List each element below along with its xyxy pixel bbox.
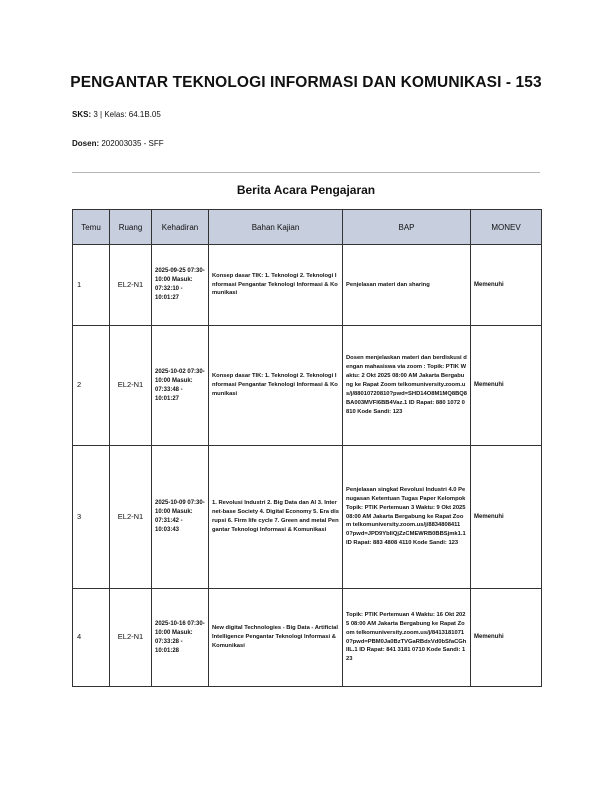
cell-ruang: EL2-N1 [110, 589, 152, 687]
sks-info [72, 110, 161, 119]
cell-bap: Penjelasan materi dan sharing [343, 245, 471, 326]
table-row [73, 326, 542, 446]
cell-temu: 3 [73, 446, 110, 589]
col-header-bahan-kajian: Bahan Kajian [209, 210, 343, 245]
cell-bahan-kajian: 1. Revolusi Industri 2. Big Data dan AI 3. Internet-base Society 4. Digital Economy 5. Era disrupsi 6. Firm life cycle 7. Green and metal Pengantar Teknologi Informasi & Komunikasi [209, 446, 343, 589]
cell-bahan-kajian: Konsep dasar TIK: 1. Teknologi 2. Teknologi Informasi Pengantar Teknologi Informasi & Komunikasi [209, 326, 343, 446]
dosen-info [72, 139, 164, 148]
cell-kehadiran: 2025-10-16 07:30-10:00 Masuk: 07:33:28 - 10:01:28 [152, 589, 209, 687]
cell-bahan-kajian: New digital Technologies - Big Data - Artificial Intelligence Pengantar Teknologi Informasi & Komunikasi [209, 589, 343, 687]
cell-monev: Memenuhi [471, 446, 542, 589]
divider [72, 172, 540, 173]
cell-ruang: EL2-N1 [110, 326, 152, 446]
table-row [73, 245, 542, 326]
cell-temu: 4 [73, 589, 110, 687]
cell-ruang: EL2-N1 [110, 446, 152, 589]
cell-bap: Dosen menjelaskan materi dan berdiskusi dengan mahasiswa via zoom : Topik: PTIK Waktu: 2 Okt 2025 08:00 AM Jakarta Bergabung ke Rapat Zoom telkomuniversity.zoom.us/j/88010720810?pwd=SHD14O8M1MQ8BQ8BA003MVFI6BB4Vaz.1 ID Rapat: 880 1072 0810 Kode Sandi: 123 [343, 326, 471, 446]
sks-value: 3 | Kelas: 64.1B.05 [93, 110, 161, 119]
col-header-kehadiran: Kehadiran [152, 210, 209, 245]
cell-temu: 2 [73, 326, 110, 446]
cell-kehadiran: 2025-10-02 07:30-10:00 Masuk: 07:33:48 - 10:01:27 [152, 326, 209, 446]
sks-label: SKS: [72, 110, 92, 119]
table-row [73, 589, 542, 687]
table-row [73, 446, 542, 589]
cell-bap: Topik: PTIK Pertemuan 4 Waktu: 16 Okt 2025 08:00 AM Jakarta Bergabung ke Rapat Zoom telkomuniversity.zoom.us/j/84131810710?pwd=PBM0Ja0BzTVGaRBdxVd0bSfaCGhIIL.1 ID Rapat: 841 3181 0710 Kode Sandi: 123 [343, 589, 471, 687]
page-title: PENGANTAR TEKNOLOGI INFORMASI DAN KOMUNIKASI - 153 [70, 74, 542, 91]
col-header-ruang: Ruang [110, 210, 152, 245]
cell-bap: Penjelasan singkat Revolusi Industri 4.0 Penugasan Ketentuan Tugas Paper Kelompok Topik: PTIK Pertemuan 3 Waktu: 9 Okt 2025 08:00 AM Jakarta Bergabung ke Rapat Zoom telkomuniversity.zoom.us/j/88348084110?pwd=JPD9YbIlQjZzCMEWRB0BBSjmk1.1 ID Rapat: 883 4808 4110 Kode Sandi: 123 [343, 446, 471, 589]
dosen-value: 202003035 - SFF [101, 139, 164, 148]
cell-bahan-kajian: Konsep dasar TIK: 1. Teknologi 2. Teknologi Informasi Pengantar Teknologi Informasi & Komunikasi [209, 245, 343, 326]
cell-kehadiran: 2025-09-25 07:30-10:00 Masuk: 07:32:10 - 10:01:27 [152, 245, 209, 326]
cell-monev: Memenuhi [471, 245, 542, 326]
col-header-bap: BAP [343, 210, 471, 245]
col-header-monev: MONEV [471, 210, 542, 245]
dosen-label: Dosen: [72, 139, 100, 148]
cell-kehadiran: 2025-10-09 07:30-10:00 Masuk: 07:31:42 - 10:03:43 [152, 446, 209, 589]
cell-ruang: EL2-N1 [110, 245, 152, 326]
bap-table [72, 209, 542, 687]
col-header-temu: Temu [73, 210, 110, 245]
section-title: Berita Acara Pengajaran [236, 183, 376, 197]
cell-monev: Memenuhi [471, 589, 542, 687]
cell-temu: 1 [73, 245, 110, 326]
table-header-row [73, 210, 542, 245]
cell-monev: Memenuhi [471, 326, 542, 446]
